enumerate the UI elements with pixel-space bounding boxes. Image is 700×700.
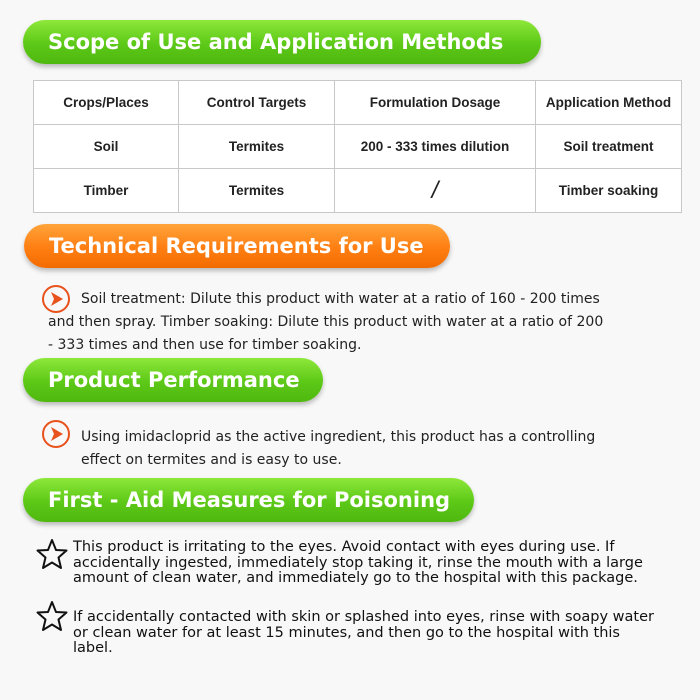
first-aid-section-title: First - Aid Measures for Poisoning [23, 478, 474, 522]
cell-method: Soil treatment [536, 125, 682, 169]
cell-method: Timber soaking [536, 169, 682, 213]
performance-section-title: Product Performance [23, 358, 323, 402]
cell-dosage: 200 - 333 times dilution [335, 125, 536, 169]
cell-target: Termites [179, 125, 335, 169]
header-control-targets: Control Targets [179, 81, 335, 125]
scope-section-title: Scope of Use and Application Methods [23, 20, 541, 64]
first-aid-item: If accidentally contacted with skin or splashed into eyes, rinse with soapy water or clean water for at least 15 minutes, and then go to the hospital with this label. [73, 609, 654, 656]
tech-section-title: Technical Requirements for Use [24, 224, 450, 268]
first-aid-item: This product is irritating to the eyes. Avoid contact with eyes during use. If accidentally ingested, immediately stop taking it, rinse the mouth with a large amount of clean water, and immediately go to the hospital with this package. [73, 539, 643, 586]
star-outline-icon [36, 538, 68, 570]
header-crops-places: Crops/Places [34, 81, 179, 125]
header-application-method: Application Method [536, 81, 682, 125]
tech-requirements-text: Soil treatment: Dilute this product with water at a ratio of 160 - 200 times and then spray. Timber soaking: Dilute this product with water at a ratio of 200 - 333 times and then use for timber soaking. [48, 291, 604, 353]
performance-text: Using imidacloprid as the active ingredient, this product has a controlling effect on termites and is easy to use. [81, 429, 596, 468]
cell-dosage: / [335, 169, 536, 213]
cell-target: Termites [179, 169, 335, 213]
arrow-circle-icon [41, 419, 71, 449]
table-row [34, 169, 682, 213]
header-formulation-dosage: Formulation Dosage [335, 81, 536, 125]
table-row [34, 125, 682, 169]
cell-place: Soil [34, 125, 179, 169]
star-outline-icon [36, 600, 68, 632]
table-header-row [34, 81, 682, 125]
cell-place: Timber [34, 169, 179, 213]
scope-table [33, 80, 682, 213]
